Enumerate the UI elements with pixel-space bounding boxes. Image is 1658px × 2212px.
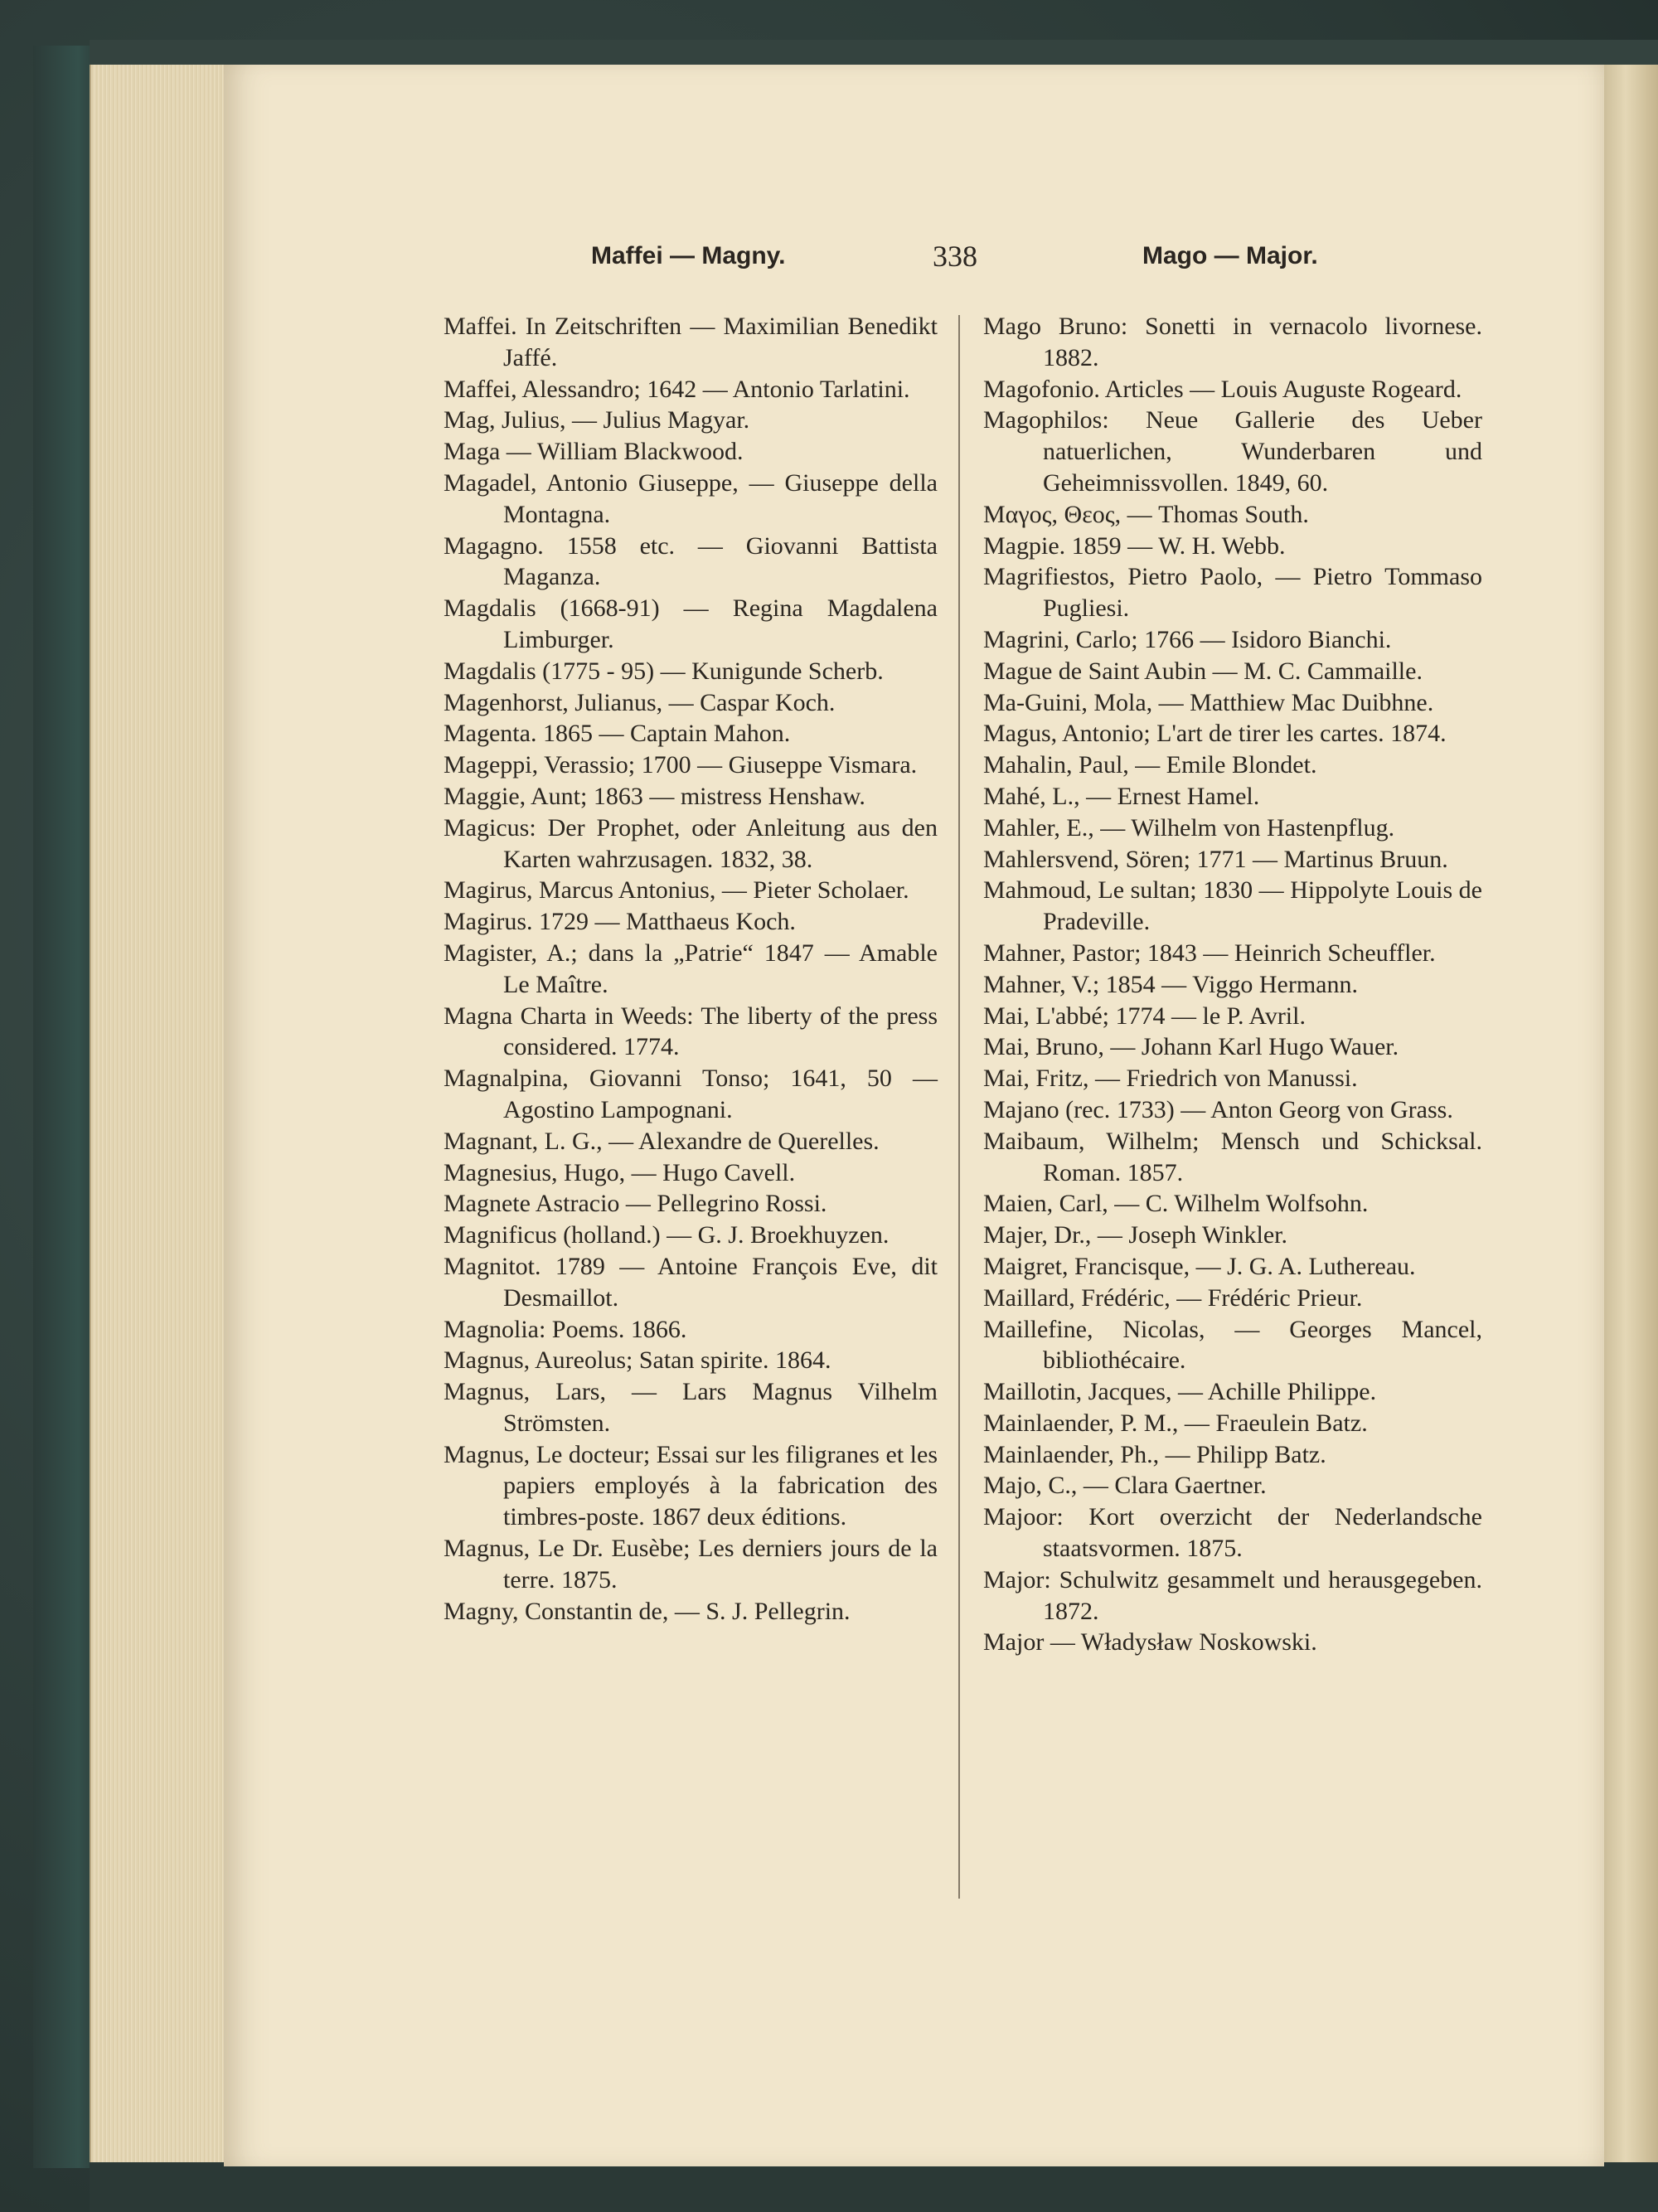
index-entry-text: Maillard, Frédéric, — Frédéric Prieur. — [983, 1283, 1363, 1312]
index-entry-text: Magofonio. Articles — Louis Auguste Rogeard. — [983, 375, 1462, 403]
index-entry — [983, 405, 1482, 498]
index-entry-text: Magrifiestos, Pietro Paolo, — Pietro Tommaso Pugliesi. — [983, 563, 1482, 623]
index-entry-text: Mahmoud, Le sultan; 1830 — Hippolyte Louis de Pradeville. — [983, 876, 1482, 936]
index-entry — [983, 1220, 1482, 1251]
index-entry-text: Magophilos: Neue Gallerie des Ueber natuerlichen, Wunderbaren und Geheimnissvollen. 1849, 60. — [983, 406, 1482, 497]
index-entry-text: Ma-Guini, Mola, — Matthiew Mac Duibhne. — [983, 688, 1434, 716]
index-entry-text: Magnant, L. G., — Alexandre de Querelles. — [444, 1127, 880, 1155]
index-entry-text: Magagno. 1558 etc. — Giovanni Battista Maganza. — [444, 531, 938, 591]
index-entry — [983, 1501, 1482, 1564]
index-entry-text: Maibaum, Wilhelm; Mensch und Schicksal. Roman. 1857. — [983, 1127, 1482, 1186]
index-entry — [983, 718, 1482, 749]
index-entry — [444, 781, 938, 813]
index-entry-text: Magadel, Antonio Giuseppe, — Giuseppe della Montagna. — [444, 468, 938, 528]
index-entry — [983, 1408, 1482, 1439]
index-entry-text: Μαγος, Θεος, — Thomas South. — [983, 500, 1309, 528]
index-entry — [444, 1157, 938, 1189]
page-number: 338 — [933, 240, 977, 273]
index-entry-text: Major: Schulwitz gesammelt und herausgegeben. 1872. — [983, 1565, 1482, 1625]
index-entry — [444, 718, 938, 749]
index-entry — [444, 938, 938, 1001]
index-entry — [444, 1533, 938, 1596]
index-entry — [444, 374, 938, 405]
index-entry — [444, 906, 938, 938]
index-entry — [983, 875, 1482, 938]
index-entry — [983, 969, 1482, 1001]
index-entry-text: Mahner, Pastor; 1843 — Heinrich Scheuffler. — [983, 939, 1436, 967]
index-entry-text: Mague de Saint Aubin — M. C. Cammaille. — [983, 657, 1423, 685]
index-entry — [444, 1596, 938, 1627]
index-entry — [444, 687, 938, 719]
index-entry-text: Mahler, E., — Wilhelm von Hastenpflug. — [983, 813, 1395, 842]
index-entry — [983, 813, 1482, 844]
index-entry — [983, 1627, 1482, 1658]
index-entry — [983, 1251, 1482, 1283]
index-entry-text: Magdalis (1775 - 95) — Kunigunde Scherb. — [444, 657, 884, 685]
index-entry — [983, 687, 1482, 719]
index-entry — [444, 1126, 938, 1157]
index-entry — [444, 656, 938, 687]
index-entry-text: Magny, Constantin de, — S. J. Pellegrin. — [444, 1597, 851, 1625]
index-entry — [983, 499, 1482, 531]
index-entry — [444, 1188, 938, 1220]
index-entry — [983, 1439, 1482, 1471]
index-entry — [983, 1470, 1482, 1501]
index-entry — [444, 405, 938, 436]
index-entry-text: Mahé, L., — Ernest Hamel. — [983, 782, 1260, 810]
index-entry-text: Maga — William Blackwood. — [444, 438, 744, 466]
index-entry — [983, 1063, 1482, 1094]
index-entry-text: Mahalin, Paul, — Emile Blondet. — [983, 751, 1317, 779]
index-entry — [444, 468, 938, 531]
index-entry-text: Majo, C., — Clara Gaertner. — [983, 1472, 1267, 1500]
book-cover-top — [90, 40, 1658, 65]
index-entry — [983, 1001, 1482, 1032]
index-entry-text: Mai, L'abbé; 1774 — le P. Avril. — [983, 1002, 1306, 1030]
index-entry — [983, 561, 1482, 624]
index-entry — [983, 624, 1482, 656]
index-entry-text: Magnificus (holland.) — G. J. Broekhuyzen. — [444, 1221, 890, 1249]
index-entry — [983, 1376, 1482, 1408]
right-column — [983, 311, 1482, 1658]
index-entry — [444, 1345, 938, 1376]
index-entry-text: Maigret, Francisque, — J. G. A. Luthereau. — [983, 1252, 1416, 1280]
index-entry — [983, 656, 1482, 687]
index-entry — [983, 781, 1482, 813]
index-entry — [983, 311, 1482, 374]
index-entry-text: Magnus, Lars, — Lars Magnus Vilhelm Strömsten. — [444, 1378, 938, 1437]
index-entry — [444, 1439, 938, 1533]
index-entry — [444, 311, 938, 374]
index-entry-text: Magnus, Le docteur; Essai sur les filigranes et les papiers employés à la fabrication des timbres-poste. 1867 deux éditions. — [444, 1440, 938, 1531]
index-entry — [444, 1314, 938, 1346]
index-entry — [983, 1283, 1482, 1314]
index-entry — [983, 844, 1482, 876]
index-entry-text: Magrini, Carlo; 1766 — Isidoro Bianchi. — [983, 625, 1392, 653]
index-entry-text: Magenhorst, Julianus, — Caspar Koch. — [444, 688, 836, 716]
running-header-right: Mago — Major. — [1142, 242, 1318, 269]
index-entry-text: Magicus: Der Prophet, oder Anleitung aus den Karten wahrzusagen. 1832, 38. — [444, 813, 938, 873]
index-entry — [983, 1031, 1482, 1063]
index-entry — [983, 531, 1482, 562]
index-entry — [444, 1063, 938, 1126]
index-entry-text: Mago Bruno: Sonetti in vernacolo livornese. 1882. — [983, 313, 1482, 371]
index-entry — [444, 1376, 938, 1439]
index-entry — [983, 1314, 1482, 1377]
index-entry-text: Mainlaender, Ph., — Philipp Batz. — [983, 1440, 1326, 1468]
index-entry-text: Mai, Bruno, — Johann Karl Hugo Wauer. — [983, 1033, 1399, 1061]
index-entry-text: Magnolia: Poems. 1866. — [444, 1315, 687, 1343]
index-entry-text: Mai, Fritz, — Friedrich von Manussi. — [983, 1065, 1358, 1093]
index-entry-text: Magnete Astracio — Pellegrino Rossi. — [444, 1190, 827, 1218]
index-entry-text: Major — Władysław Noskowski. — [983, 1628, 1317, 1657]
index-entry-text: Magnus, Le Dr. Eusèbe; Les derniers jours de la terre. 1875. — [444, 1535, 938, 1594]
index-entry-text: Mainlaender, P. M., — Fraeulein Batz. — [983, 1409, 1368, 1437]
index-entry-text: Mag, Julius, — Julius Magyar. — [444, 406, 750, 434]
index-entry-text: Magenta. 1865 — Captain Mahon. — [444, 720, 791, 748]
left-column — [444, 311, 938, 1627]
index-entry-text: Maien, Carl, — C. Wilhelm Wolfsohn. — [983, 1190, 1369, 1218]
index-entry-text: Magnalpina, Giovanni Tonso; 1641, 50 — Agostino Lampognani. — [444, 1065, 938, 1123]
index-entry — [444, 749, 938, 781]
index-entry-text: Magnesius, Hugo, — Hugo Cavell. — [444, 1158, 796, 1186]
index-entry — [444, 1251, 938, 1314]
index-entry — [983, 1188, 1482, 1220]
index-entry-text: Mageppi, Verassio; 1700 — Giuseppe Vismara. — [444, 751, 918, 779]
index-entry-text: Magus, Antonio; L'art de tirer les cartes. 1874. — [983, 720, 1447, 748]
index-entry-text: Mahner, V.; 1854 — Viggo Hermann. — [983, 970, 1358, 998]
running-header-left: Maffei — Magny. — [591, 242, 786, 269]
column-divider — [958, 315, 960, 1899]
index-entry — [983, 938, 1482, 969]
index-entry — [444, 531, 938, 594]
index-entry-text: Magnitot. 1789 — Antoine François Eve, dit Desmaillot. — [444, 1252, 938, 1312]
book-cover-bottom — [90, 2162, 1658, 2212]
index-entry-text: Magister, A.; dans la „Patrie“ 1847 — Amable Le Maître. — [444, 939, 938, 998]
index-entry-text: Majer, Dr., — Joseph Winkler. — [983, 1221, 1287, 1249]
index-entry-text: Maillefine, Nicolas, — Georges Mancel, bibliothécaire. — [983, 1315, 1482, 1375]
index-entry-text: Majano (rec. 1733) — Anton Georg von Grass. — [983, 1095, 1453, 1123]
index-entry — [983, 374, 1482, 405]
index-entry-text: Maggie, Aunt; 1863 — mistress Henshaw. — [444, 782, 865, 810]
index-entry — [444, 1001, 938, 1064]
index-entry — [983, 749, 1482, 781]
index-entry — [983, 1094, 1482, 1126]
index-entry — [444, 1220, 938, 1251]
index-entry — [444, 813, 938, 876]
index-entry-text: Magirus. 1729 — Matthaeus Koch. — [444, 908, 796, 936]
stacked-page-edges — [90, 65, 232, 2162]
index-entry — [444, 875, 938, 906]
index-entry-text: Magdalis (1668-91) — Regina Magdalena Limburger. — [444, 594, 938, 653]
index-entry-text: Maffei, Alessandro; 1642 — Antonio Tarlatini. — [444, 375, 910, 403]
index-entry-text: Maillotin, Jacques, — Achille Philippe. — [983, 1378, 1377, 1406]
next-page-edge — [1604, 65, 1658, 2166]
index-entry-text: Maffei. In Zeitschriften — Maximilian Benedikt Jaffé. — [444, 313, 938, 371]
index-entry — [983, 1126, 1482, 1189]
index-entry — [444, 436, 938, 468]
index-entry-text: Magpie. 1859 — W. H. Webb. — [983, 531, 1286, 560]
index-entry-text: Magna Charta in Weeds: The liberty of the press considered. 1774. — [444, 1002, 938, 1061]
index-entry — [444, 593, 938, 656]
index-entry-text: Majoor: Kort overzicht der Nederlandsche staatsvormen. 1875. — [983, 1503, 1482, 1563]
index-entry-text: Mahlersvend, Sören; 1771 — Martinus Bruun. — [983, 845, 1448, 873]
index-entry — [983, 1564, 1482, 1627]
index-entry-text: Magnus, Aureolus; Satan spirite. 1864. — [444, 1346, 831, 1375]
index-entry-text: Magirus, Marcus Antonius, — Pieter Scholaer. — [444, 876, 909, 905]
